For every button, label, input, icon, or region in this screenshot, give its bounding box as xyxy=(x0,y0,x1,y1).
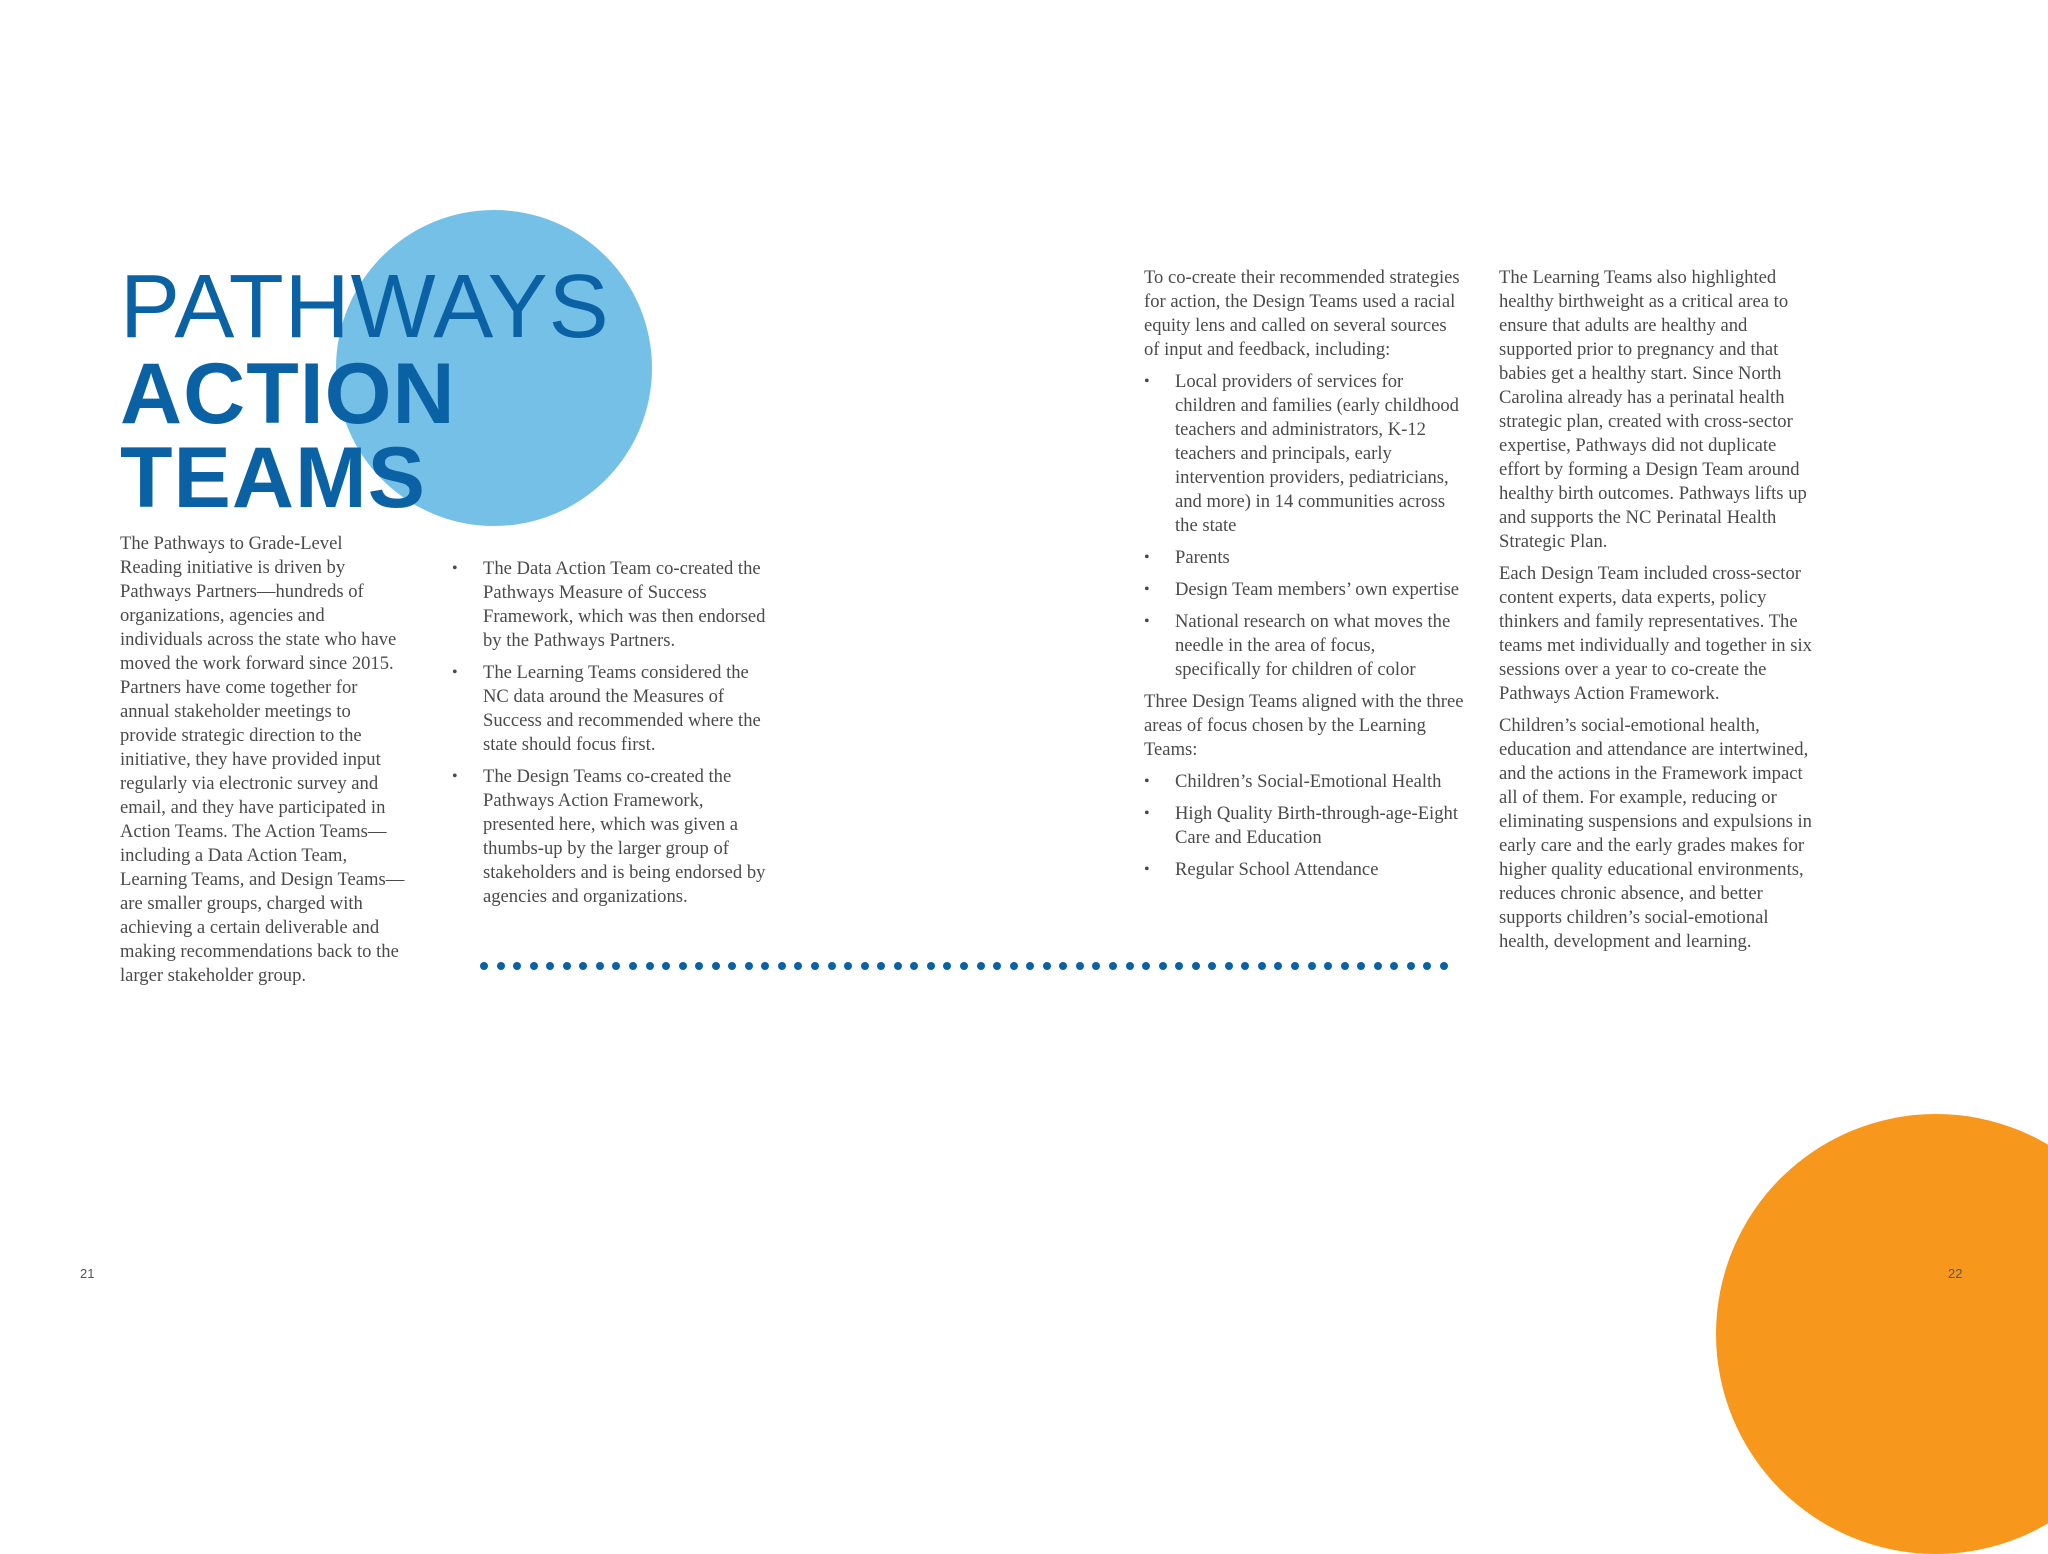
divider-dot xyxy=(695,962,703,970)
divider-dot xyxy=(1010,962,1018,970)
divider-dot xyxy=(1192,962,1200,970)
divider-dot xyxy=(579,962,587,970)
column-action-teams-list xyxy=(452,557,772,917)
divider-dot xyxy=(1109,962,1117,970)
divider-dot xyxy=(1092,962,1100,970)
bullet-data-action-team: • The Data Action Team co-created the Pathways Measure of Success Framework, which was then endorsed by the Pathways Partners. xyxy=(452,557,772,653)
column-intro xyxy=(120,532,406,996)
page-title xyxy=(120,257,610,526)
divider-dot xyxy=(844,962,852,970)
bullet-social-emotional: • Children’s Social-Emotional Health xyxy=(1144,770,1464,794)
divider-dot xyxy=(612,962,620,970)
bullet-school-attendance: • Regular School Attendance xyxy=(1144,858,1464,882)
divider-dot xyxy=(1142,962,1150,970)
divider-dot xyxy=(1274,962,1282,970)
divider-dot xyxy=(861,962,869,970)
divider-dot xyxy=(728,962,736,970)
divider-dot xyxy=(977,962,985,970)
divider-dot xyxy=(1291,962,1299,970)
paragraph-design-team-members: Each Design Team included cross-sector content experts, data experts, policy thinkers and family representatives. The teams met individually and together in six sessions over a year to co-create the Pathways Action Framework. xyxy=(1499,563,1812,704)
intro-paragraph: The Pathways to Grade-Level Reading initiative is driven by Pathways Partners—hundreds of organizations, agencies and individuals across the state who have moved the work forward since 2015. Partners have come together for annual stakeholder meetings to provide strategic direction to the initiative, they have provided input regularly via electronic survey and email, and they have participated in Action Teams. The Action Teams—including a Data Action Team, Learning Teams, and Design Teams—are smaller groups, charged with achieving a certain deliverable and making recommendations back to the larger stakeholder group. xyxy=(120,533,405,986)
divider-dot xyxy=(745,962,753,970)
divider-dot xyxy=(794,962,802,970)
divider-dot xyxy=(1126,962,1134,970)
design-teams-intro: To co-create their recommended strategies for action, the Design Teams used a racial equity lens and called on several sources of input and feedback, including: xyxy=(1144,267,1460,360)
bullet-team-expertise: • Design Team members’ own expertise xyxy=(1144,578,1464,602)
divider-dot xyxy=(1308,962,1316,970)
bullet-parents: • Parents xyxy=(1144,546,1464,570)
divider-dot xyxy=(1374,962,1382,970)
divider-dot xyxy=(1208,962,1216,970)
bullet-national-research: • National research on what moves the needle in the area of focus, specifically for children of color xyxy=(1144,610,1464,682)
paragraph-birthweight: The Learning Teams also highlighted healthy birthweight as a critical area to ensure that adults are healthy and supported prior to pregnancy and that babies get a healthy start. Since North Carolina already has a perinatal health strategic plan, created with cross-sector expertise, Pathways did not duplicate effort by forming a Design Team around healthy birth outcomes. Pathways lifts up and supports the NC Perinatal Health Strategic Plan. xyxy=(1499,267,1807,552)
areas-of-focus-intro: Three Design Teams aligned with the three areas of focus chosen by the Learning Teams: xyxy=(1144,691,1464,760)
input-sources-list xyxy=(1144,370,1464,682)
divider-dot xyxy=(1440,962,1448,970)
divider-dot xyxy=(629,962,637,970)
column-design-teams xyxy=(1144,266,1464,890)
divider-dot xyxy=(993,962,1001,970)
divider-dot xyxy=(596,962,604,970)
divider-dot xyxy=(546,962,554,970)
divider-dot xyxy=(1225,962,1233,970)
divider-dot xyxy=(1357,962,1365,970)
bullet-learning-teams: • The Learning Teams considered the NC data around the Measures of Success and recommended where the state should focus first. xyxy=(452,661,772,757)
divider-dot xyxy=(563,962,571,970)
paragraph-intertwined-outcomes: Children’s social-emotional health, education and attendance are intertwined, and the actions in the Framework impact all of them. For example, reducing or eliminating suspensions and expulsions in early care and the early grades makes for higher quality educational environments, reduces chronic absence, and better supports children’s social-emotional health, development and learning. xyxy=(1499,715,1812,952)
divider-dot xyxy=(1043,962,1051,970)
page-number-left: 21 xyxy=(80,1266,95,1281)
dotted-divider xyxy=(480,962,1448,972)
divider-dot xyxy=(877,962,885,970)
divider-dot xyxy=(828,962,836,970)
divider-dot xyxy=(1258,962,1266,970)
divider-dot xyxy=(1175,962,1183,970)
divider-dot xyxy=(943,962,951,970)
areas-of-focus-list xyxy=(1144,770,1464,882)
divider-dot xyxy=(513,962,521,970)
divider-dot xyxy=(1076,962,1084,970)
divider-dot xyxy=(778,962,786,970)
decorative-orange-circle xyxy=(1716,1114,2048,1554)
divider-dot xyxy=(1407,962,1415,970)
divider-dot xyxy=(1423,962,1431,970)
divider-dot xyxy=(530,962,538,970)
divider-dot xyxy=(1059,962,1067,970)
column-learning-teams xyxy=(1499,266,1819,962)
divider-dot xyxy=(1159,962,1167,970)
title-line-pathways: PATHWAYS xyxy=(120,257,610,357)
divider-dot xyxy=(646,962,654,970)
divider-dot xyxy=(480,962,488,970)
divider-dot xyxy=(662,962,670,970)
bullet-care-education: • High Quality Birth-through-age-Eight Care and Education xyxy=(1144,802,1464,850)
divider-dot xyxy=(1341,962,1349,970)
divider-dot xyxy=(960,962,968,970)
bullet-design-teams: • The Design Teams co-created the Pathways Action Framework, presented here, which was given a thumbs-up by the larger group of stakeholders and is being endorsed by agencies and organizations. xyxy=(452,765,772,909)
divider-dot xyxy=(679,962,687,970)
divider-dot xyxy=(1390,962,1398,970)
divider-dot xyxy=(497,962,505,970)
title-line-teams: TEAMS xyxy=(120,430,426,526)
action-teams-bullet-list xyxy=(452,557,772,909)
title-line-action: ACTION xyxy=(120,346,456,442)
divider-dot xyxy=(761,962,769,970)
divider-dot xyxy=(1026,962,1034,970)
bullet-local-providers: • Local providers of services for children and families (early childhood teachers and administrators, K-12 teachers and principals, early intervention providers, pediatricians, and more) in 14 communities across the state xyxy=(1144,370,1464,538)
divider-dot xyxy=(712,962,720,970)
page-number-right: 22 xyxy=(1948,1266,1963,1281)
divider-dot xyxy=(1241,962,1249,970)
divider-dot xyxy=(811,962,819,970)
divider-dot xyxy=(927,962,935,970)
divider-dot xyxy=(1324,962,1332,970)
divider-dot xyxy=(894,962,902,970)
divider-dot xyxy=(910,962,918,970)
